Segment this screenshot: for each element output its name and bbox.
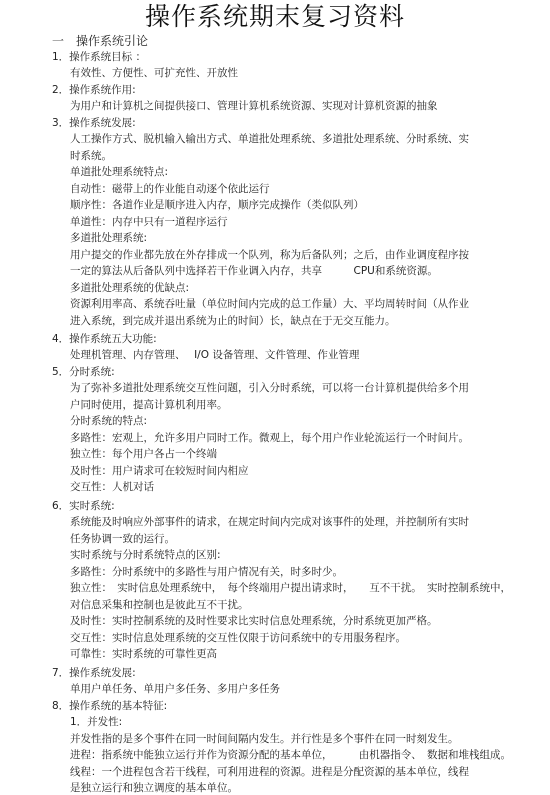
subsection-heading: 1．并发性: (70, 716, 123, 728)
body-text-line: 一定的算法从后备队列中选择若干作业调入内存，共享 CPU和系统资源。 (70, 265, 438, 277)
section-heading: 1．操作系统目标 ： (52, 51, 147, 63)
body-text-line: 线程：一个进程包含若干线程，可利用进程的资源。进程是分配资源的基本单位，线程 (70, 766, 469, 778)
section-heading: 6．实时系统: (52, 500, 115, 512)
body-text-line: 单道批处理系统特点: (70, 166, 169, 178)
section-heading: 7．操作系统发展: (52, 667, 136, 679)
body-text-line: 分时系统的特点: (70, 415, 148, 427)
section-heading: 3．操作系统发展: (52, 117, 136, 129)
body-text-line: 为用户和计算机之间提供接口、管理计算机系统资源、实现对计算机资源的抽象 (70, 100, 438, 112)
body-text-line: 有效性、方便性、可扩充性、开放性 (70, 67, 238, 79)
body-text-line: 单用户单任务、单用户多任务、多用户多任务 (70, 683, 280, 695)
body-text-line: 用户提交的作业都先放在外存排成一个队列，称为后备队列；之后，由作业调度程序按 (70, 249, 469, 261)
section-heading: 2．操作系统作用: (52, 84, 136, 96)
body-text-line: 为了弥补多道批处理系统交互性问题，引入分时系统，可以将一台计算机提供给多个用 (70, 382, 469, 394)
body-text-line: 独立性：每个用户各占一个终端 (70, 448, 217, 460)
body-text-line: 及时性：实时控制系统的及时性要求比实时信息处理系统，分时系统更加严格。 (70, 615, 438, 627)
body-text-line: 并发性指的是多个事件在同一时间间隔内发生。并行性是多个事件在同一时刻发生。 (70, 733, 459, 745)
body-text-line: 处理机管理、内存管理、 I/O 设备管理、文件管理、作业管理 (70, 349, 360, 361)
body-text-line: 进入系统，到完成并退出系统为止的时间）长，缺点在于无交互能力。 (70, 315, 396, 327)
body-text-line: 实时系统与分时系统特点的区别: (70, 549, 221, 561)
body-text-line: 交互性：人机对话 (70, 481, 154, 493)
body-text-line: 系统能及时响应外部事件的请求，在规定时间内完成对该事件的处理，并控制所有实时 (70, 516, 469, 528)
body-text-line: 单道性：内存中只有一道程序运行 (70, 216, 228, 228)
section-heading: 8．操作系统的基本特征: (52, 700, 168, 712)
section-heading: 5．分时系统: (52, 366, 115, 378)
body-text-line: 多道批处理系统的优缺点: (70, 282, 190, 294)
body-text-line: 资源利用率高、系统吞吐量（单位时间内完成的总工作量）大、平均周转时间（从作业 (70, 298, 469, 310)
body-text-line: 对信息采集和控制也是彼此互不干扰。 (70, 599, 249, 611)
document-title: 操作系统期末复习资料 (144, 2, 405, 31)
body-text-line: 任务协调一致的运行。 (70, 533, 175, 545)
body-text-line: 可靠性：实时系统的可靠性更高 (70, 648, 217, 660)
section-heading: 4．操作系统五大功能: (52, 333, 157, 345)
body-text-line: 多路性：分时系统中的多路性与用户情况有关，时多时少。 (70, 566, 343, 578)
body-text-line: 户同时使用，提高计算机利用率。 (70, 399, 228, 411)
body-text-line: 多路性：宏观上，允许多用户同时工作。微观上，每个用户作业轮流运行一个时间片。 (70, 432, 469, 444)
body-text-line: 进程：指系统中能独立运行并作为资源分配的基本单位， 由机器指令、 数据和堆栈组成。 (70, 749, 511, 761)
body-text-line: 时系统。 (70, 150, 112, 162)
body-text-line: 自动性：磁带上的作业能自动逐个依此运行 (70, 183, 270, 195)
body-text-line: 独立性： 实时信息处理系统中， 每个终端用户提出请求时， 互不干扰。 实时控制系统中， (70, 582, 511, 594)
body-text-line: 顺序性：各道作业是顺序进入内存，顺序完成操作（类似队列） (70, 199, 364, 211)
body-text-line: 交互性：实时信息处理系统的交互性仅限于访问系统中的专用服务程序。 (70, 632, 406, 644)
chapter-heading: 一 操作系统引论 (52, 34, 149, 48)
body-text-line: 人工操作方式、脱机输入输出方式、单道批处理系统、多道批处理系统、分时系统、实 (70, 133, 469, 145)
body-text-line: 多道批处理系统: (70, 232, 148, 244)
body-text-line: 是独立运行和独立调度的基本单位。 (70, 782, 238, 794)
body-text-line: 及时性：用户请求可在较短时间内相应 (70, 465, 249, 477)
